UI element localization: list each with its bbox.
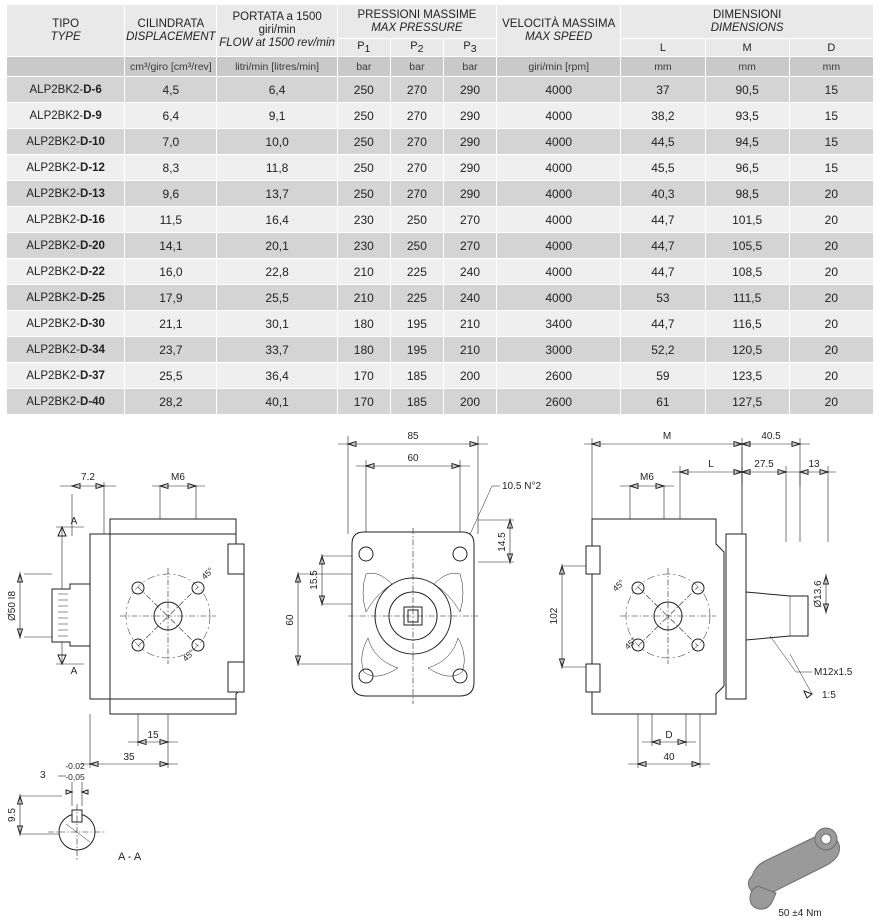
cell-m: 127,5 [705,389,789,415]
cell-p2: 270 [390,155,443,181]
cell-p2: 270 [390,77,443,103]
cell-displacement: 9,6 [125,181,217,207]
table-header-row-main [7,5,874,39]
table-row [7,337,874,363]
cell-d: 15 [789,103,873,129]
dim-d-right [642,714,696,746]
cell-type: ALP2BK2-D-20 [7,233,125,259]
unit-displacement: cm³/giro [cm³/rev] [125,57,217,77]
cell-p1: 170 [337,363,390,389]
cell-l: 59 [621,363,705,389]
unit-speed: giri/min [rpm] [497,57,621,77]
header-l: L [621,39,705,57]
dim-13 [794,459,836,542]
technical-drawings [0,424,880,924]
table-row [7,77,874,103]
cell-speed: 4000 [497,103,621,129]
cell-p3: 210 [443,311,496,337]
cell-p2: 250 [390,207,443,233]
cell-d: 15 [789,155,873,181]
cell-p1: 210 [337,285,390,311]
header-p2: $P_2$ [390,39,443,57]
dim-label-85: 85 [407,431,419,442]
torque-wrench-icon [748,828,839,919]
table-row [7,155,874,181]
cell-l: 44,7 [621,207,705,233]
unit-p3: bar [443,57,496,77]
unit-p2: bar [390,57,443,77]
header-p3: $P_3$ [443,39,496,57]
cell-displacement: 7,0 [125,129,217,155]
dim-label-40-5: 40.5 [761,431,781,442]
cell-m: 116,5 [705,311,789,337]
table-row [7,207,874,233]
cell-m: 123,5 [705,363,789,389]
cell-displacement: 4,5 [125,77,217,103]
unit-d: mm [789,57,873,77]
cell-m: 101,5 [705,207,789,233]
cell-m: 96,5 [705,155,789,181]
cell-p2: 195 [390,337,443,363]
dim-9-5 [7,794,62,836]
header-max-pressure: PRESSIONI MASSIME MAX PRESSURE [337,5,496,39]
angle-label-45-left-bottom: 45° [180,647,197,664]
unit-p1: bar [337,57,390,77]
cell-m: 90,5 [705,77,789,103]
unit-type [7,57,125,77]
cell-p1: 250 [337,103,390,129]
dim-label-7-2: 7.2 [81,472,95,483]
cell-p2: 185 [390,363,443,389]
cell-p3: 290 [443,77,496,103]
cell-l: 37 [621,77,705,103]
cell-d: 20 [789,233,873,259]
table-row [7,363,874,389]
dim-label-60-top: 60 [407,453,419,464]
drawing-front-view [285,431,541,704]
dim-label-15: 15 [147,730,159,741]
header-flow: PORTATA a 1500 giri/min FLOW at 1500 rev/min [217,5,337,57]
table-row [7,259,874,285]
dim-7-2 [60,472,116,536]
cell-speed: 4000 [497,77,621,103]
cell-p1: 250 [337,77,390,103]
cell-p3: 290 [443,155,496,181]
cell-displacement: 11,5 [125,207,217,233]
cell-l: 52,2 [621,337,705,363]
cell-speed: 4000 [497,155,621,181]
cell-p2: 270 [390,103,443,129]
dim-shaft-diameter [7,572,52,639]
cell-l: 53 [621,285,705,311]
cell-l: 44,5 [621,129,705,155]
dim-label-102: 102 [549,607,560,625]
cell-d: 20 [789,311,873,337]
cell-type: ALP2BK2-D-6 [7,77,125,103]
cell-type: ALP2BK2-D-16 [7,207,125,233]
table-units-row [7,57,874,77]
cell-speed: 4000 [497,233,621,259]
cell-p3: 290 [443,129,496,155]
header-displacement: CILINDRATA DISPLACEMENT [125,5,217,57]
cell-displacement: 25,5 [125,363,217,389]
table-row [7,285,874,311]
cell-flow: 9,1 [217,103,337,129]
cell-displacement: 14,1 [125,233,217,259]
angle-label-45-right-bottom: 45° [622,635,639,652]
cell-displacement: 23,7 [125,337,217,363]
dim-15-5 [309,554,352,606]
section-marker-a-bottom [56,646,84,677]
cell-type: ALP2BK2-D-22 [7,259,125,285]
cell-speed: 4000 [497,129,621,155]
angle-label-45-right-top: 45° [610,577,627,594]
dim-102 [549,564,592,669]
section-marker-a-top [56,516,84,546]
dim-label-15-5: 15.5 [309,570,320,590]
cell-p1: 230 [337,207,390,233]
dim-diameter-13-6 [813,574,829,614]
unit-m: mm [705,57,789,77]
cell-p3: 270 [443,233,496,259]
table-row [7,233,874,259]
table-row [7,311,874,337]
cell-p2: 270 [390,129,443,155]
cell-m: 93,5 [705,103,789,129]
dim-label-diameter: Ø13.6 [813,580,824,608]
cell-displacement: 6,4 [125,103,217,129]
header-p1: $P_1$ [337,39,390,57]
cell-d: 20 [789,207,873,233]
cell-m: 105,5 [705,233,789,259]
cell-speed: 4000 [497,181,621,207]
dim-40-right [628,714,710,768]
cell-d: 20 [789,337,873,363]
cell-type: ALP2BK2-D-37 [7,363,125,389]
section-title-aa: A - A [118,851,142,863]
tolerance-label-top: -0.02 [65,761,85,771]
cell-displacement: 16,0 [125,259,217,285]
cell-flow: 22,8 [217,259,337,285]
cell-m: 94,5 [705,129,789,155]
cell-l: 44,7 [621,311,705,337]
cell-l: 44,7 [621,259,705,285]
header-d: D [789,39,873,57]
angle-label-45-left-top: 45° [199,565,216,582]
cell-d: 20 [789,181,873,207]
dim-27-5 [736,459,794,542]
dim-14-5 [478,518,514,564]
label-m12x15: M12x1.5 [814,667,853,678]
dim-label-d: D [665,730,673,741]
cell-type: ALP2BK2-D-12 [7,155,125,181]
cell-flow: 13,7 [217,181,337,207]
cell-d: 20 [789,389,873,415]
cell-m: 111,5 [705,285,789,311]
cell-p1: 180 [337,311,390,337]
cell-flow: 36,4 [217,363,337,389]
cell-displacement: 8,3 [125,155,217,181]
cell-p1: 170 [337,389,390,415]
torque-note-label: 50 ±4 Nm [778,908,822,919]
cell-l: 45,5 [621,155,705,181]
dim-label-13: 13 [808,459,820,470]
cell-speed: 4000 [497,259,621,285]
cell-type: ALP2BK2-D-34 [7,337,125,363]
cell-p3: 210 [443,337,496,363]
cell-l: 61 [621,389,705,415]
cell-p2: 225 [390,285,443,311]
cell-flow: 25,5 [217,285,337,311]
cell-p3: 290 [443,181,496,207]
cell-p3: 240 [443,259,496,285]
cell-displacement: 21,1 [125,311,217,337]
cell-type: ALP2BK2-D-30 [7,311,125,337]
cell-p1: 250 [337,181,390,207]
cell-p2: 195 [390,311,443,337]
dim-label-m6-right: M6 [640,472,654,483]
cell-speed: 3400 [497,311,621,337]
cell-p2: 250 [390,233,443,259]
cell-p1: 250 [337,129,390,155]
dim-label-9-5: 9.5 [7,808,18,822]
dim-label-m: M [662,431,672,442]
cell-type: ALP2BK2-D-10 [7,129,125,155]
section-label-a-top: A [70,516,78,527]
dim-label-60-left: 60 [285,614,296,626]
leader-m12x15 [770,636,853,678]
cell-p1: 210 [337,259,390,285]
cell-flow: 6,4 [217,77,337,103]
drawing-right-view [549,431,853,768]
tolerance-label-bottom: -0,05 [65,772,85,782]
dim-label-l: L [708,459,714,470]
unit-l: mm [621,57,705,77]
table-row [7,129,874,155]
drawing-section-aa [7,761,142,863]
cell-m: 98,5 [705,181,789,207]
cell-l: 44,7 [621,233,705,259]
cell-type: ALP2BK2-D-13 [7,181,125,207]
specification-table [6,4,874,415]
cell-d: 20 [789,363,873,389]
cell-flow: 16,4 [217,207,337,233]
dim-label-27-5: 27.5 [754,459,774,470]
cell-l: 40,3 [621,181,705,207]
dim-label-14-5: 14.5 [497,532,508,552]
cell-d: 15 [789,129,873,155]
cell-flow: 20,1 [217,233,337,259]
cell-p1: 230 [337,233,390,259]
dim-label-3: 3 [40,770,46,781]
cell-speed: 2600 [497,389,621,415]
cell-speed: 3000 [497,337,621,363]
cell-p2: 185 [390,389,443,415]
cell-d: 20 [789,259,873,285]
cell-l: 38,2 [621,103,705,129]
dim-label-m6: M6 [171,472,185,483]
cell-speed: 4000 [497,207,621,233]
header-type: TIPO TYPE [7,5,125,57]
header-m: M [705,39,789,57]
cell-p2: 225 [390,259,443,285]
cell-p3: 270 [443,207,496,233]
section-label-a-bottom: A [70,666,78,677]
cell-p3: 290 [443,103,496,129]
dim-label-10-5: 10.5 N°2 [502,481,542,492]
cell-flow: 11,8 [217,155,337,181]
cell-flow: 33,7 [217,337,337,363]
cell-p3: 200 [443,363,496,389]
dim-label-35: 35 [123,752,135,763]
drawing-left-side-view [7,472,244,768]
cell-type: ALP2BK2-D-9 [7,103,125,129]
cell-p3: 240 [443,285,496,311]
cell-p1: 180 [337,337,390,363]
cell-displacement: 17,9 [125,285,217,311]
cell-type: ALP2BK2-D-25 [7,285,125,311]
table-row [7,389,874,415]
unit-flow: litri/min [litres/min] [217,57,337,77]
cell-p1: 250 [337,155,390,181]
cell-m: 108,5 [705,259,789,285]
cell-type: ALP2BK2-D-40 [7,389,125,415]
cell-flow: 40,1 [217,389,337,415]
dim-label-40: 40 [663,752,675,763]
table-row [7,181,874,207]
cell-flow: 10,0 [217,129,337,155]
table-row [7,103,874,129]
cell-p3: 200 [443,389,496,415]
header-max-speed: VELOCITÀ MASSIMA MAX SPEED [497,5,621,57]
cell-m: 120,5 [705,337,789,363]
dim-label-shaft: Ø50 I8 [7,590,18,622]
label-taper: 1:5 [822,690,836,701]
cell-d: 15 [789,77,873,103]
cell-speed: 2600 [497,363,621,389]
cell-p2: 270 [390,181,443,207]
cell-d: 20 [789,285,873,311]
dim-15-left [128,714,178,746]
cell-speed: 4000 [497,285,621,311]
cell-displacement: 28,2 [125,389,217,415]
header-dimensions: DIMENSIONI DIMENSIONS [621,5,874,39]
dim-85 [338,431,488,534]
cell-flow: 30,1 [217,311,337,337]
